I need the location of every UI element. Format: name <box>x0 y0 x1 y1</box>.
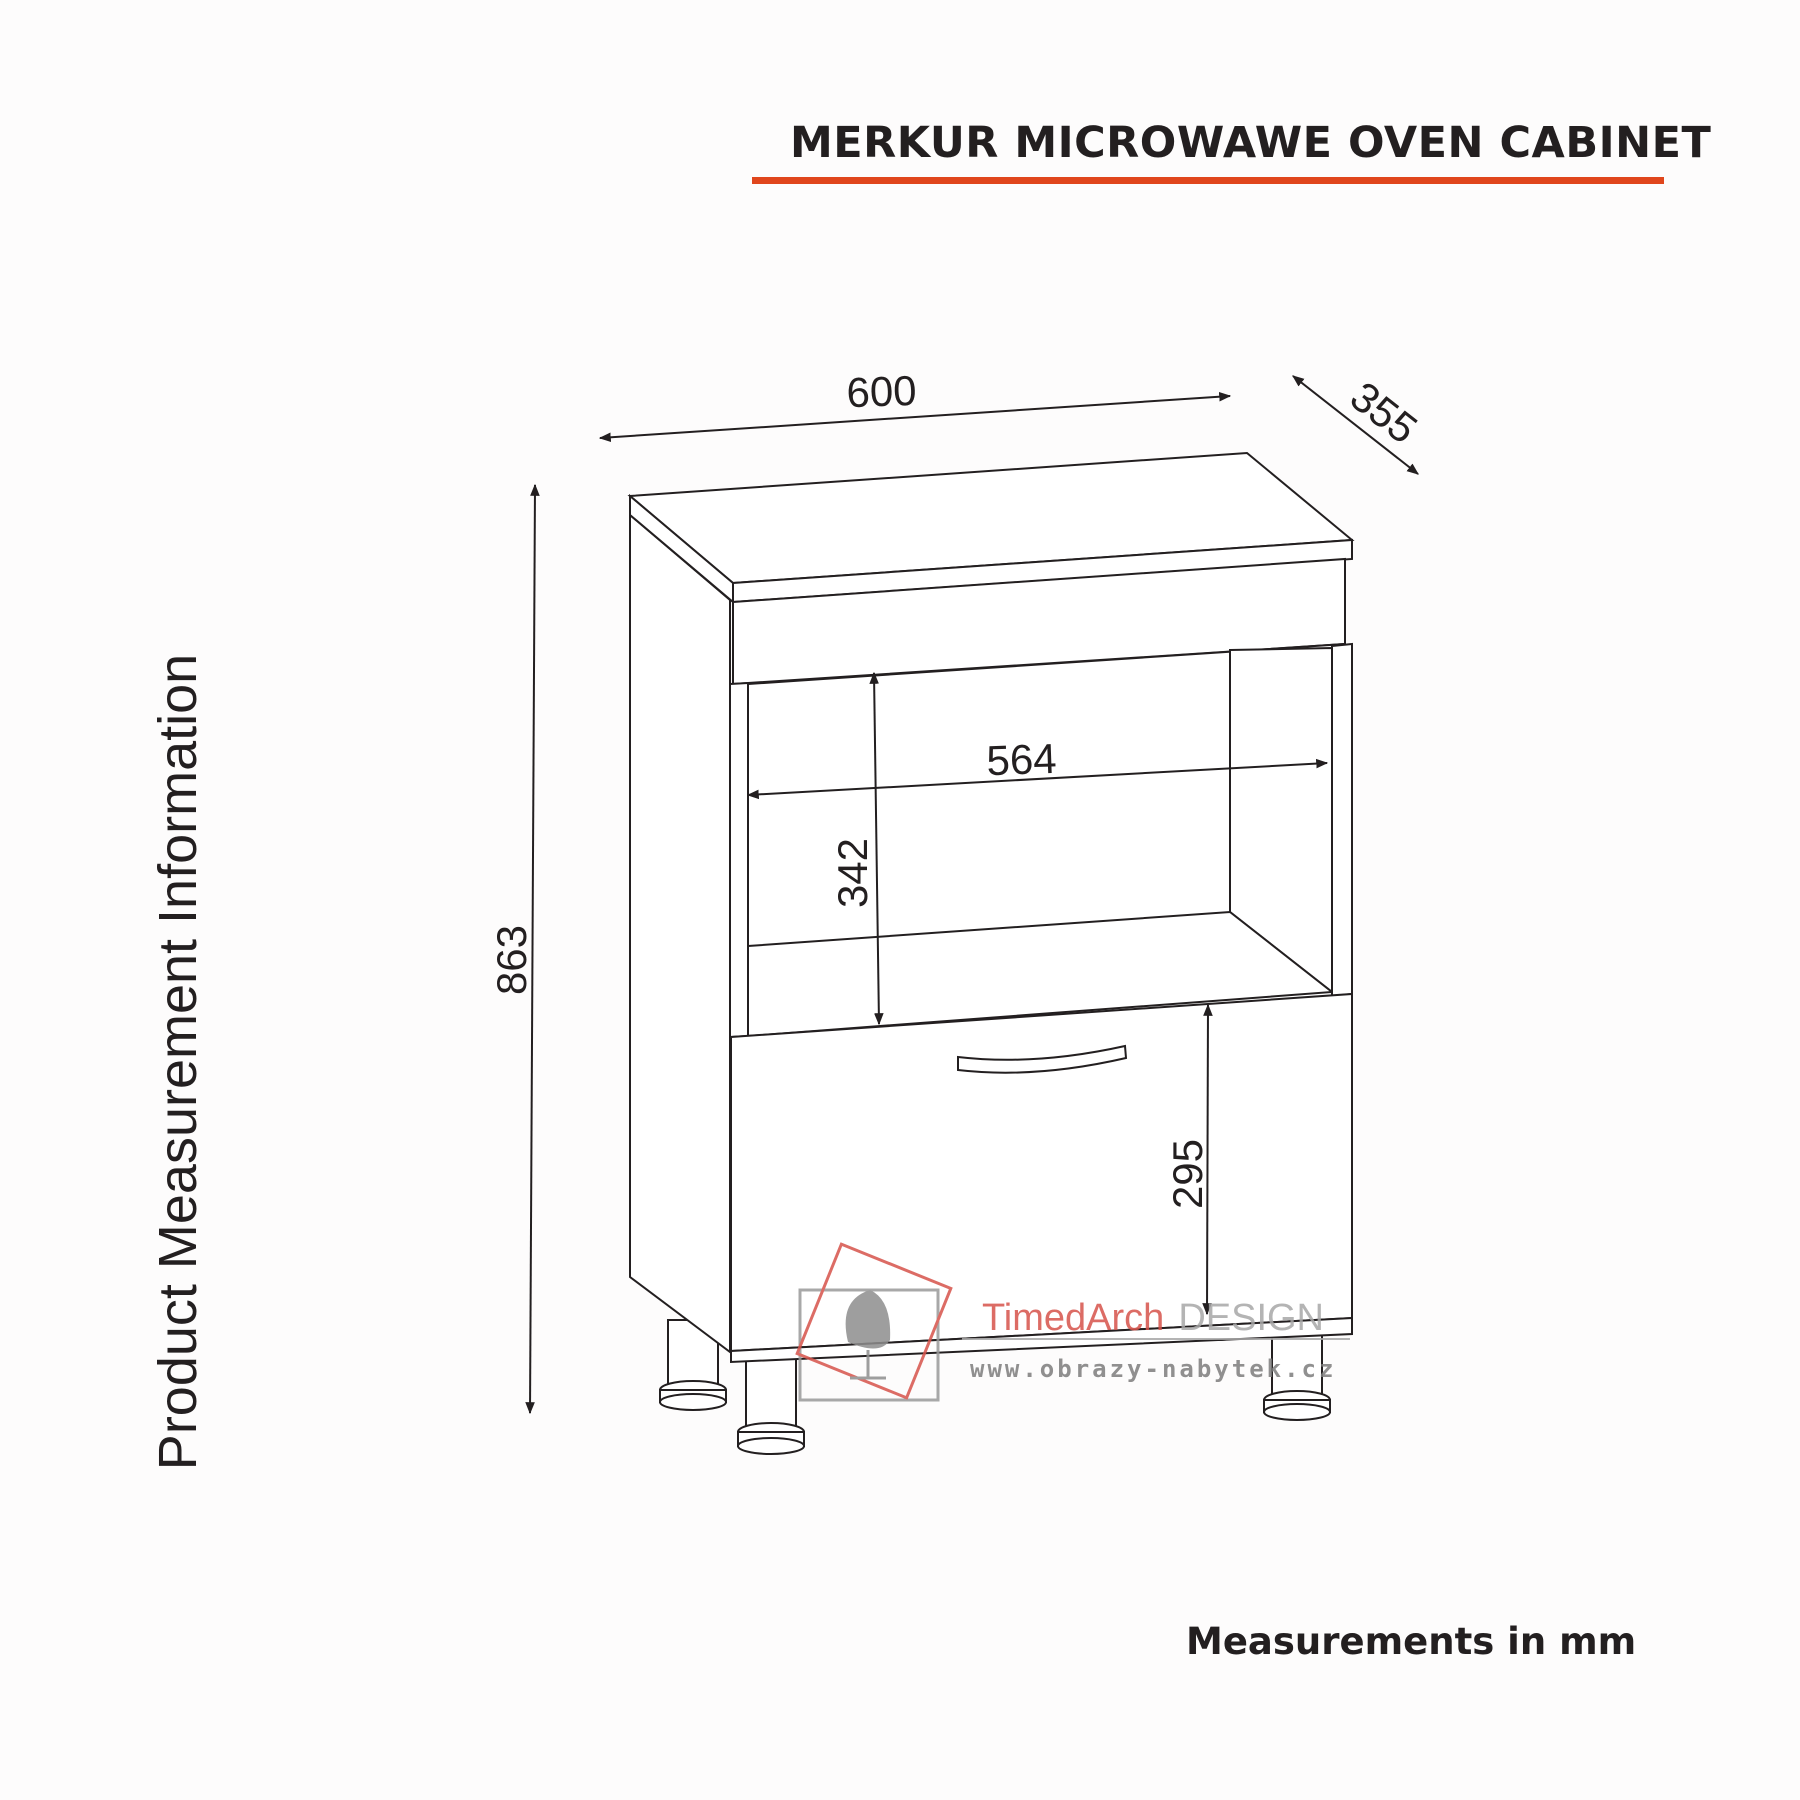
dim-depth-label: 355 <box>1341 372 1427 453</box>
leg-front-left <box>738 1350 804 1454</box>
dim-height-label: 863 <box>488 924 535 996</box>
watermark-name-part2: DESIGN <box>1178 1297 1325 1339</box>
left-side-panel <box>630 515 730 1352</box>
cabinet-body <box>630 453 1352 1362</box>
units-note: Measurements in mm <box>1186 1620 1637 1663</box>
side-label: Product Measurement Information <box>148 653 208 1471</box>
dim-inner-width-label: 564 <box>985 734 1058 785</box>
dim-door-height-label: 295 <box>1164 1138 1211 1210</box>
dim-niche-height-label: 342 <box>829 837 876 909</box>
left-front-stile <box>730 683 748 1037</box>
dim-width-label: 600 <box>845 366 918 417</box>
right-face-strip <box>1332 644 1352 996</box>
watermark-url: www.obrazy-nabytek.cz <box>970 1355 1337 1383</box>
diagram-title: MERKUR MICROWAWE OVEN CABINET <box>790 118 1712 168</box>
svg-text:TimedArchDESIGN <box>982 1297 1324 1339</box>
watermark-name-part1: TimedArch <box>982 1297 1165 1339</box>
egg-chair-icon <box>846 1290 891 1378</box>
